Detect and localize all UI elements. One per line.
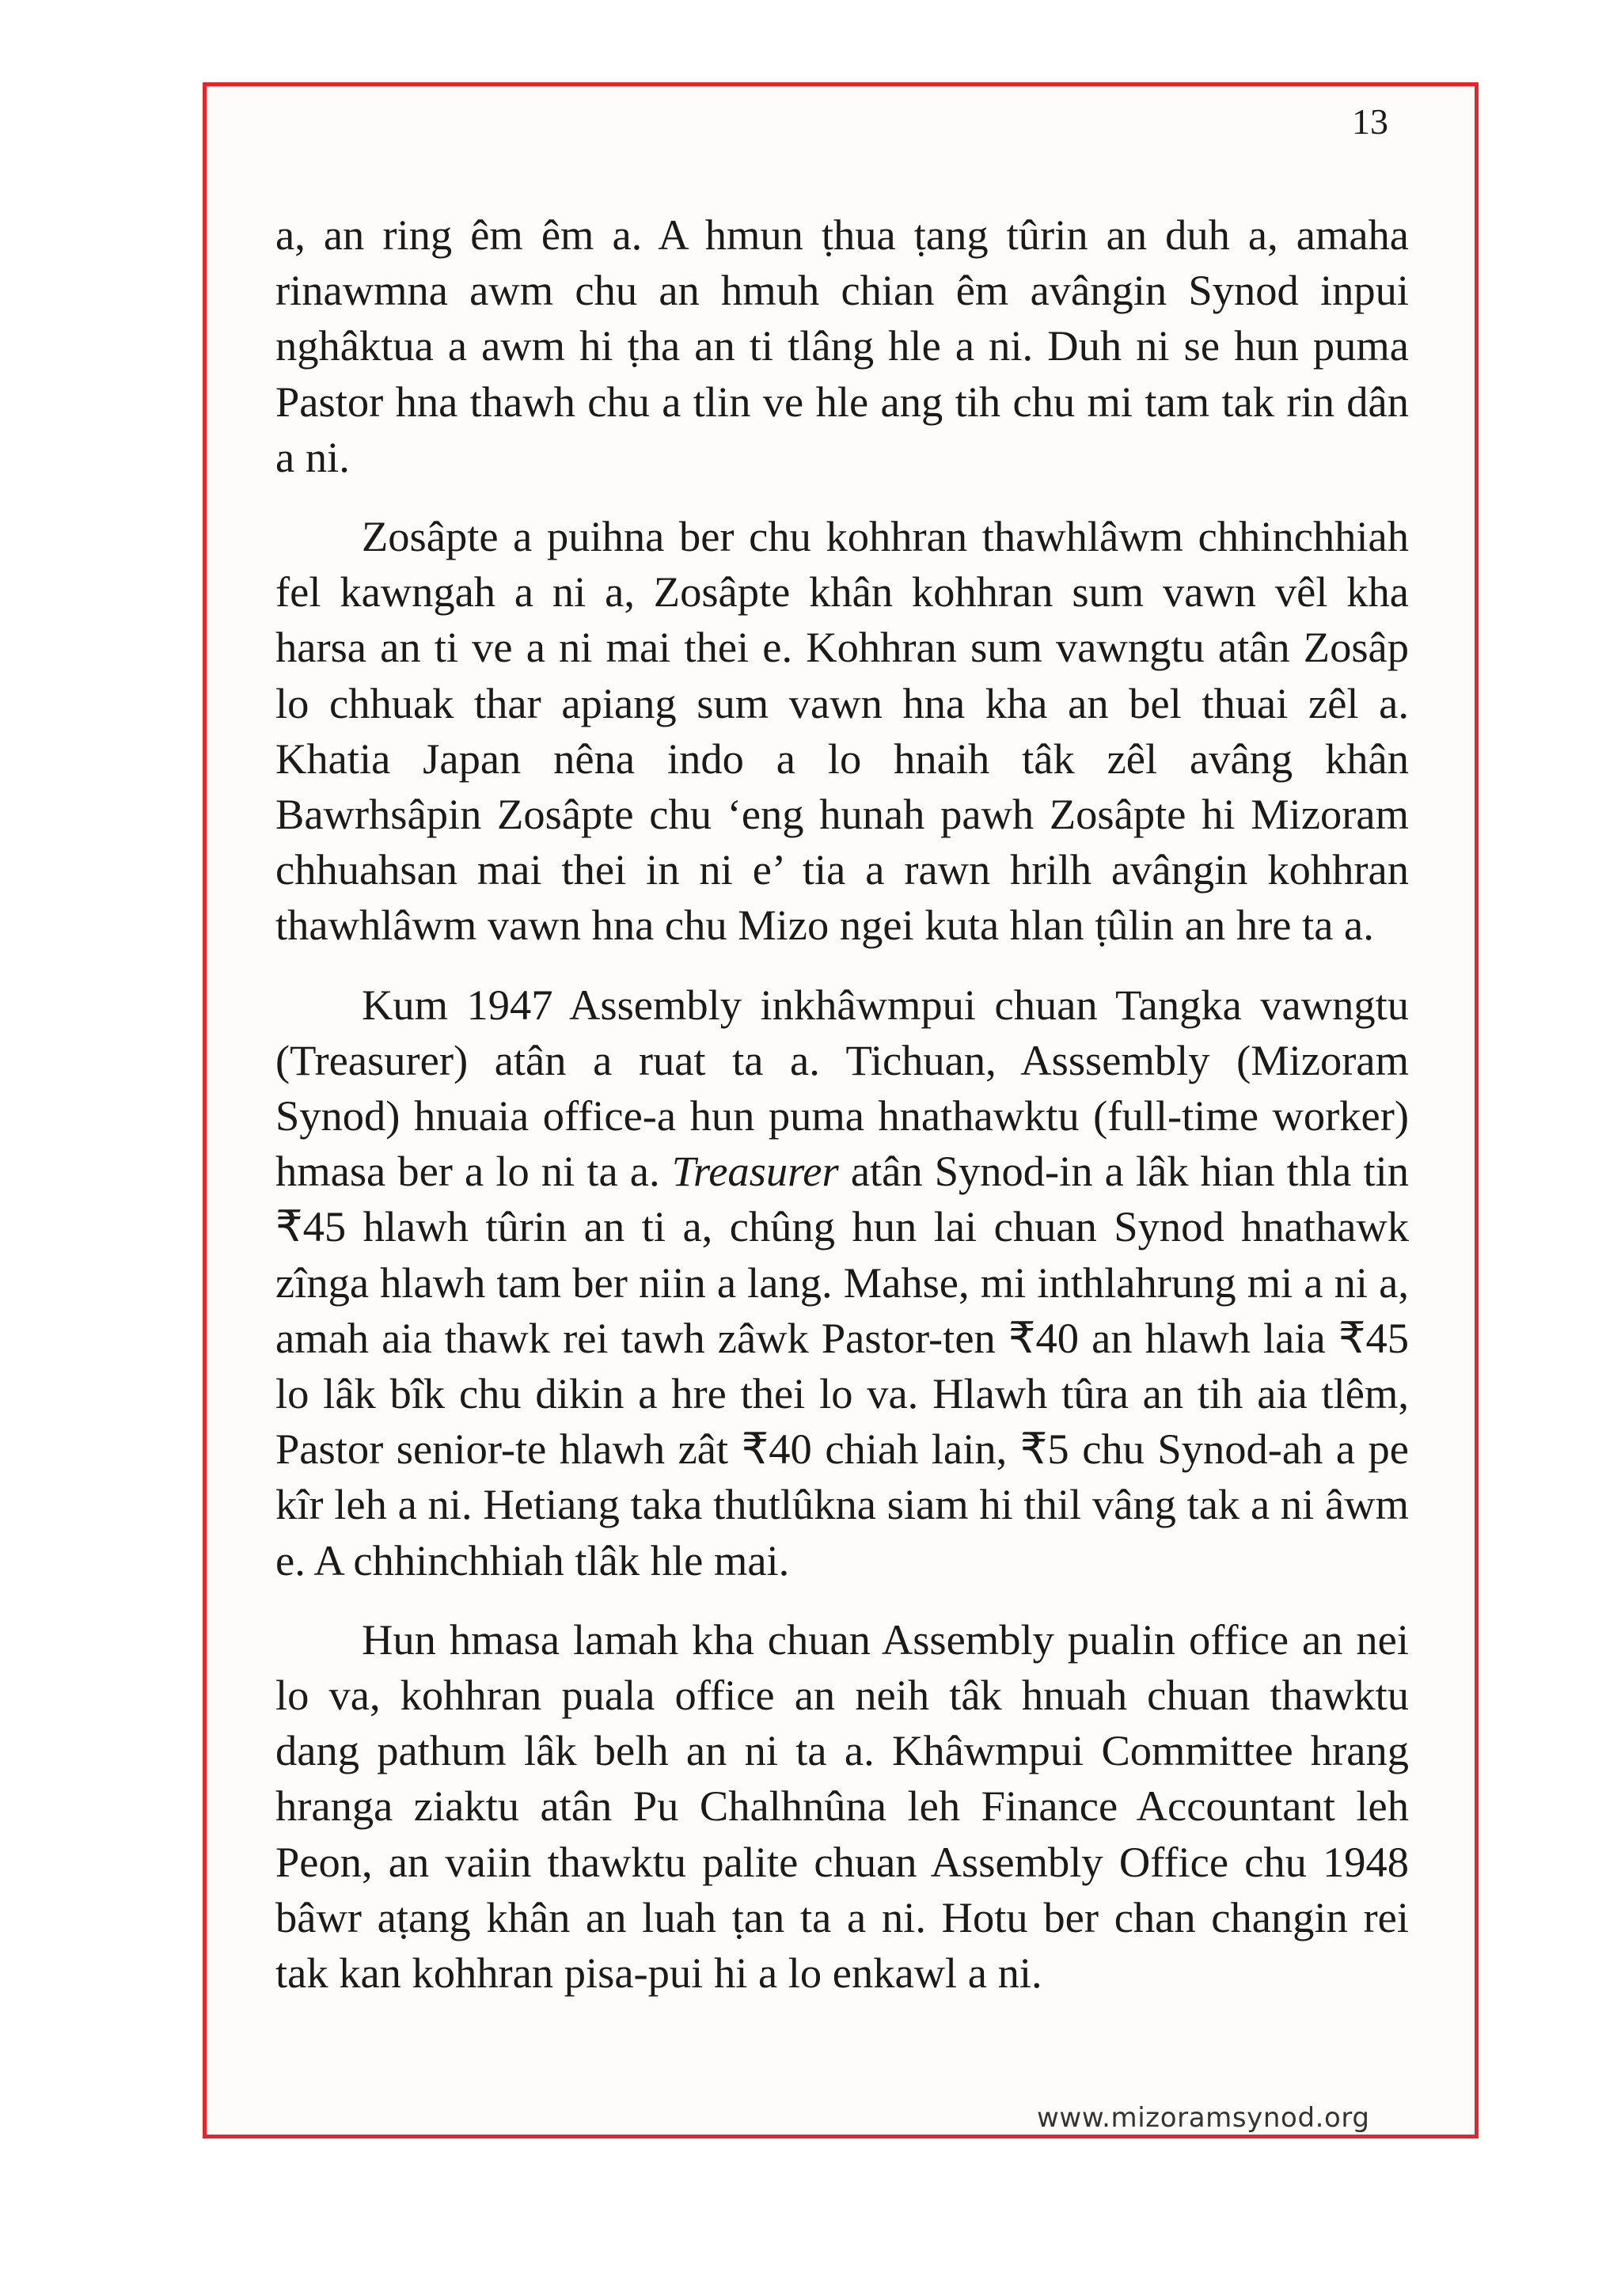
paragraph-3-text-before: Kum 1947 Assembly inkhâwmpui chuan Tangka vawngtu (Treasurer) atân a ruat ta a. Tichuan, Asssembly (Mizoram Synod) hnuaia office-a hun puma hnathawktu (full-time worker) hmasa ber a lo ni ta a.	[275, 980, 1409, 1196]
paragraph-3-text-after: atân Synod-in a lâk hian thla tin ₹45 hlawh tûrin an ti a, chûng hun lai chuan Synod hnathawk zînga hlawh tam ber niin a lang. Mahse, mi inthlahrung mi a ni a, amah aia thawk rei tawh zâwk Pastor-ten ₹40 an hlawh laia ₹45 lo lâk bîk chu dikin a hre thei lo va. Hlawh tûra an tih aia tlêm, Pastor senior-te hlawh zât ₹40 chiah lain, ₹5 chu Synod-ah a pe kîr leh a ni. Hetiang taka thutlûkna siam hi thil vâng tak a ni âwm e. A chhinchhiah tlâk hle mai.	[275, 1147, 1409, 1584]
paragraph-4: Hun hmasa lamah kha chuan Assembly pualin office an nei lo va, kohhran puala office an neih tâk hnuah chuan thawktu dang pathum lâk belh an ni ta a. Khâwmpui Committee hrang hranga ziaktu atân Pu Chalhnûna leh Finance Accountant leh Peon, an vaiin thawktu palite chuan Assembly Office chu 1948 bâwr aṭang khân an luah ṭan ta a ni. Hotu ber chan changin rei tak kan kohhran pisa-pui hi a lo enkawl a ni.	[275, 1615, 1409, 1998]
paragraph-3	[275, 977, 1409, 1588]
footer-website-url: www.mizoramsynod.org	[1037, 2102, 1370, 2134]
page-number: 13	[1352, 101, 1388, 142]
body-text	[275, 207, 1409, 2025]
paragraph-2: Zosâpte a puihna ber chu kohhran thawhlâwm chhinchhiah fel kawngah a ni a, Zosâpte khân kohhran sum vawn vêl kha harsa an ti ve a ni mai thei e. Kohhran sum vawngtu atân Zosâp lo chhuak thar apiang sum vawn hna kha an bel thuai zêl a. Khatia Japan nêna indo a lo hnaih tâk zêl avâng khân Bawrhsâpin Zosâpte chu ‘eng hunah pawh Zosâpte hi Mizoram chhuahsan mai thei in ni e’ tia a rawn hrilh avângin kohhran thawhlâwm vawn hna chu Mizo ngei kuta hlan ṭûlin an hre ta a.	[275, 512, 1409, 950]
paragraph-1: a, an ring êm êm a. A hmun ṭhua ṭang tûrin an duh a, amaha rinawmna awm chu an hmuh chian êm avângin Synod inpui nghâktua a awm hi ṭha an ti tlâng hle a ni. Duh ni se hun puma Pastor hna thawh chu a tlin ve hle ang tih chu mi tam tak rin dân a ni.	[275, 211, 1409, 481]
paragraph-3-italic-term: Treasurer	[671, 1147, 839, 1196]
